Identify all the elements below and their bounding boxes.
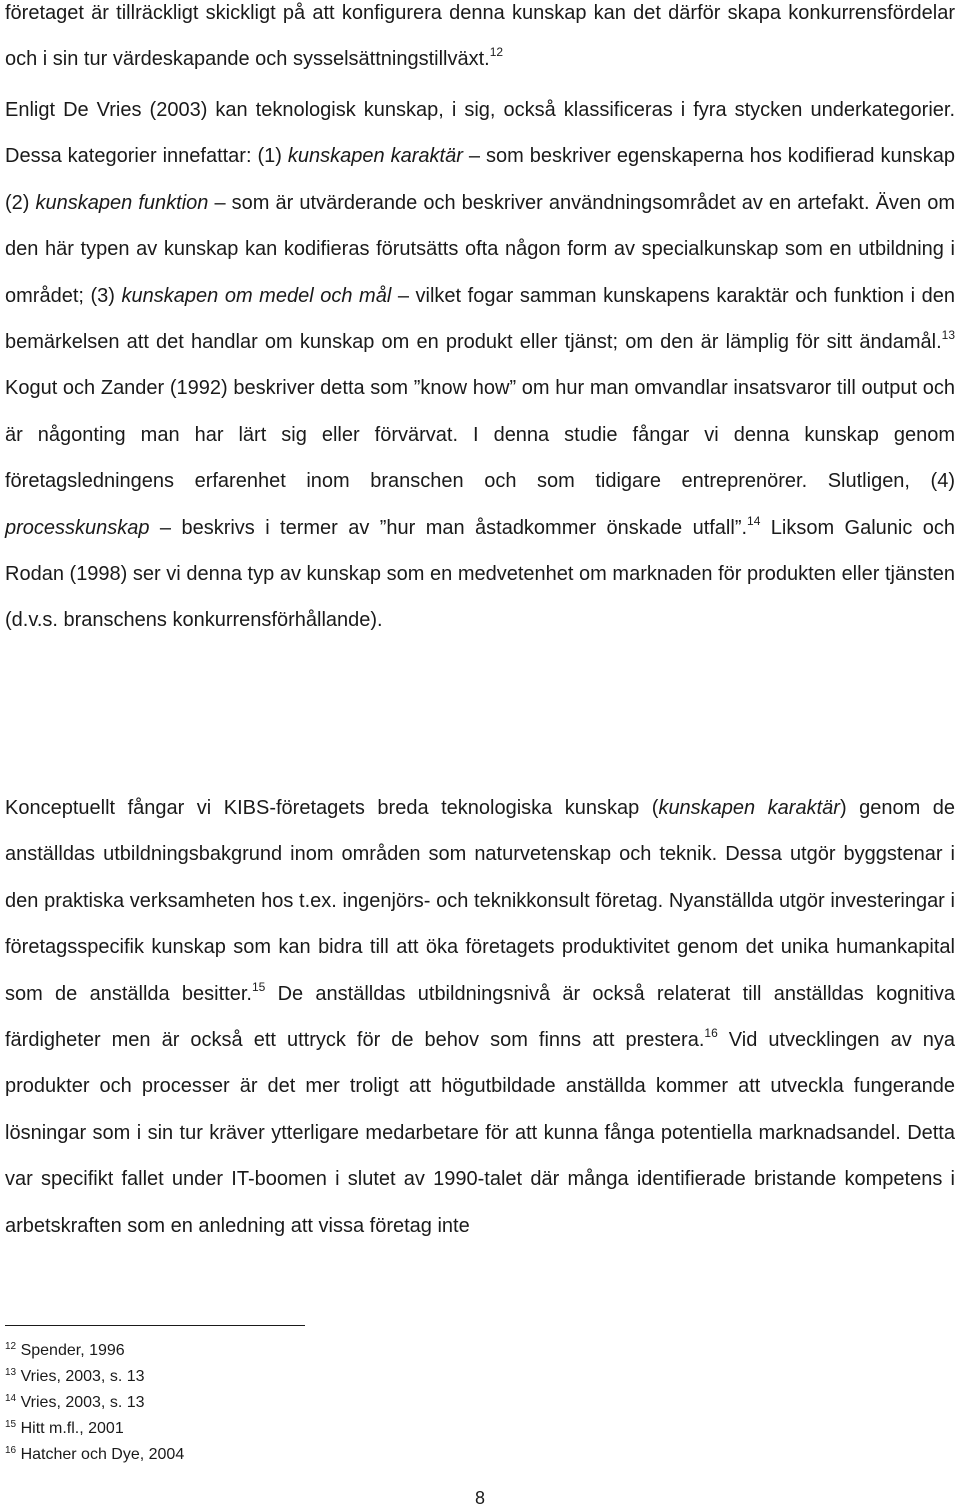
footnote xyxy=(5,1338,184,1364)
footnote-number: 15 xyxy=(5,1419,17,1430)
footnote-number: 14 xyxy=(5,1393,17,1404)
footnote-reference: 14 xyxy=(747,513,761,528)
text-run: De anställdas utbildningsnivå är också relaterat till anställdas kognitiva färdigheter men är också ett uttryck för de behov som finns att prestera. xyxy=(5,982,955,1052)
text-run: Liksom Galunic och Rodan (1998) ser vi denna typ av kunskap som en medvetenhet om marknaden för produkten eller tjänsten (d.v.s. branschens konkurrensförhållande). xyxy=(5,516,956,632)
text-run: ) genom de anställdas utbildningsbakgrund inom områden som naturvetenskap och teknik. Dessa utgör byggstenar i den praktiska verksamheten hos t.ex. ingenjörs- och teknikkonsult företag. Nyanställda utgör investeringar i företagsspecifik kunskap som kan bidra till att öka företagets produktivitet genom det unika humankapital som de anställda besitter. xyxy=(5,797,956,1005)
emphasized-term: kunskapen om medel och mål xyxy=(121,284,392,307)
footnote-reference: 15 xyxy=(251,979,266,994)
body-paragraph xyxy=(5,87,955,644)
footnote xyxy=(5,1390,184,1416)
emphasized-term: processkunskap xyxy=(5,516,150,539)
footnote xyxy=(5,1364,184,1390)
text-run: – vilket fogar samman kunskapens karaktär och funktion i den bemärkelsen att det handlar om kunskap om en produkt eller tjänst; om den är lämplig för sitt ändamål. xyxy=(5,284,956,354)
footnote-text: Hatcher och Dye, 2004 xyxy=(20,1446,185,1463)
emphasized-term: kunskapen karaktär xyxy=(287,145,463,168)
footnote-reference: 13 xyxy=(941,328,955,343)
footnote-separator xyxy=(5,1325,305,1326)
text-run: företaget är tillräckligt skickligt på att konfigurera denna kunskap kan det därför skapa konkurrensfördelar och i sin tur värdeskapande och sysselsättningstillväxt. xyxy=(5,2,955,71)
footnotes xyxy=(5,1338,184,1468)
footnote-text: Spender, 1996 xyxy=(20,1342,125,1359)
footnote xyxy=(5,1442,184,1468)
text-run: Enligt De Vries (2003) kan teknologisk kunskap, i sig, också klassificeras i fyra stycken underkategorier. Dessa kategorier innefattar: (1) xyxy=(5,99,955,168)
paragraph-3 xyxy=(5,785,955,1249)
footnote-text: Vries, 2003, s. 13 xyxy=(20,1368,145,1385)
footnote-number: 16 xyxy=(5,1445,17,1456)
paragraph-1 xyxy=(5,0,955,83)
text-run: Vid utvecklingen av nya produkter och processer är det mer troligt att högutbildade anställda kommer att utveckla fungerande lösningar som i sin tur kräver ytterligare medarbetare för att kunna fånga potentiella marknadsandel. Detta var specifikt fallet under IT-boomen i slutet av 1990-talet där många identifierade bristande kompetens i arbetskraften som en anledning att vissa företag inte xyxy=(5,1029,955,1237)
text-run: – beskrivs i termer av ”hur man åstadkommer önskade utfall”. xyxy=(149,516,748,539)
footnote xyxy=(5,1416,184,1442)
footnote-text: Vries, 2003, s. 13 xyxy=(20,1394,145,1411)
footnote-text: Hitt m.fl., 2001 xyxy=(20,1420,124,1437)
text-run: – som är utvärderande och beskriver användningsområdet av en artefakt. Även om den här typen av kunskap kan kodifieras förutsätts ofta någon form av specialkunskap som en utbildning i området; (3) xyxy=(5,191,956,307)
footnote-reference: 16 xyxy=(704,1026,718,1041)
paragraph-2 xyxy=(5,87,955,644)
page-number: 8 xyxy=(474,1488,485,1508)
footnote-number: 13 xyxy=(5,1367,17,1378)
text-run: – som beskriver egenskaperna hos kodifierad kunskap (2) xyxy=(5,145,955,214)
text-run: Kogut och Zander (1992) beskriver detta som ”know how” om hur man omvandlar insatsvaror till output och är någonting man har lärt sig eller förvärvat. I denna studie fångar vi denna kunskap genom företagsledningens erfarenhet inom branschen och som tidigare entreprenörer. Slutligen, (4) xyxy=(5,377,955,493)
text-run: Konceptuellt fångar vi KIBS-företagets breda teknologiska kunskap ( xyxy=(5,797,659,819)
footnote-number: 12 xyxy=(5,1341,17,1352)
emphasized-term: kunskapen funktion xyxy=(35,191,209,214)
body-paragraph xyxy=(5,0,955,83)
footnote-reference: 12 xyxy=(489,45,504,60)
body-paragraph xyxy=(5,785,955,1249)
emphasized-term: kunskapen karaktär xyxy=(658,797,840,819)
